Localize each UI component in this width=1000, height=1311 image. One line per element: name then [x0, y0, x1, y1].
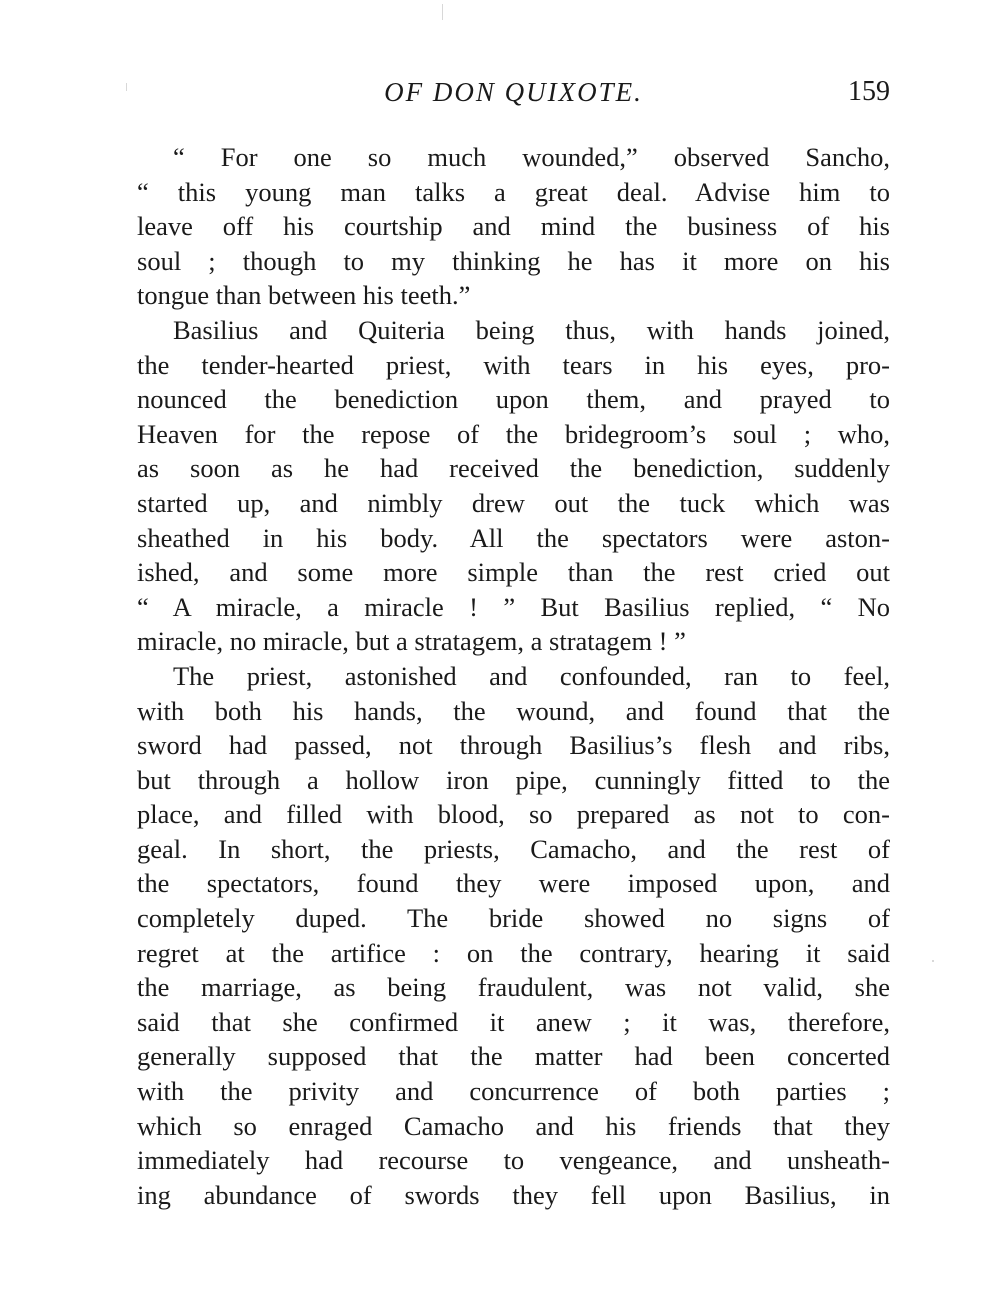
text-line: geal. In short, the priests, Camacho, and the rest of [137, 833, 890, 864]
text-line: ing abundance of swords they fell upon Basilius, in [137, 1179, 890, 1210]
text-line: said that she confirmed it anew ; it was, therefore, [137, 1006, 890, 1037]
running-title: OF DON QUIXOTE. [384, 77, 643, 107]
text-line: sword had passed, not through Basilius’s flesh and ribs, [137, 730, 890, 761]
scan-speck [932, 960, 934, 962]
page-number: 159 [848, 76, 890, 107]
text-line: nounced the benediction upon them, and prayed to [137, 384, 890, 415]
paragraph [137, 140, 890, 313]
text-line: immediately had recourse to vengeance, and unsheath- [137, 1145, 890, 1176]
text-line: as soon as he had received the benediction, suddenly [137, 453, 890, 484]
text-line: sheathed in his body. All the spectators were aston- [137, 522, 890, 553]
scan-speck [126, 83, 127, 91]
text-line: the spectators, found they were imposed upon, and [137, 868, 890, 899]
text-line: but through a hollow iron pipe, cunningly fitted to the [137, 764, 890, 795]
text-line: completely duped. The bride showed no signs of [137, 903, 890, 934]
text-line: generally supposed that the matter had been concerted [137, 1041, 890, 1072]
text-line: the tender-hearted priest, with tears in his eyes, pro- [137, 349, 890, 380]
paragraph [137, 659, 890, 1213]
text-line: “ For one so much wounded,” observed Sancho, [173, 142, 890, 172]
text-line: Basilius and Quiteria being thus, with hands joined, [173, 314, 890, 345]
running-head [137, 72, 890, 112]
text-line: with both his hands, the wound, and found that the [137, 695, 890, 726]
paragraph [137, 313, 890, 659]
text-line: Heaven for the repose of the bridegroom’s soul ; who, [137, 418, 890, 449]
text-line: “ A miracle, a miracle ! ” But Basilius replied, “ No [137, 591, 890, 622]
text-line: which so enraged Camacho and his friends that they [137, 1110, 890, 1141]
text-line: miracle, no miracle, but a stratagem, a stratagem ! ” [137, 626, 686, 657]
text-line: tongue than between his teeth.” [137, 280, 471, 311]
text-line: regret at the artifice : on the contrary, hearing it said [137, 937, 890, 968]
scan-speck [442, 4, 443, 20]
text-line: “ this young man talks a great deal. Advise him to [137, 176, 890, 207]
text-line: ished, and some more simple than the rest cried out [137, 557, 890, 588]
text-line: started up, and nimbly drew out the tuck which was [137, 487, 890, 518]
text-line: place, and filled with blood, so prepared as not to con- [137, 799, 890, 830]
text-line: soul ; though to my thinking he has it more on his [137, 245, 890, 276]
text-line: leave off his courtship and mind the business of his [137, 211, 890, 242]
text-line: the marriage, as being fraudulent, was not valid, she [137, 972, 890, 1003]
text-line: with the privity and concurrence of both parties ; [137, 1076, 890, 1107]
body-text [137, 140, 890, 1212]
text-line: The priest, astonished and confounded, ran to feel, [173, 660, 890, 691]
